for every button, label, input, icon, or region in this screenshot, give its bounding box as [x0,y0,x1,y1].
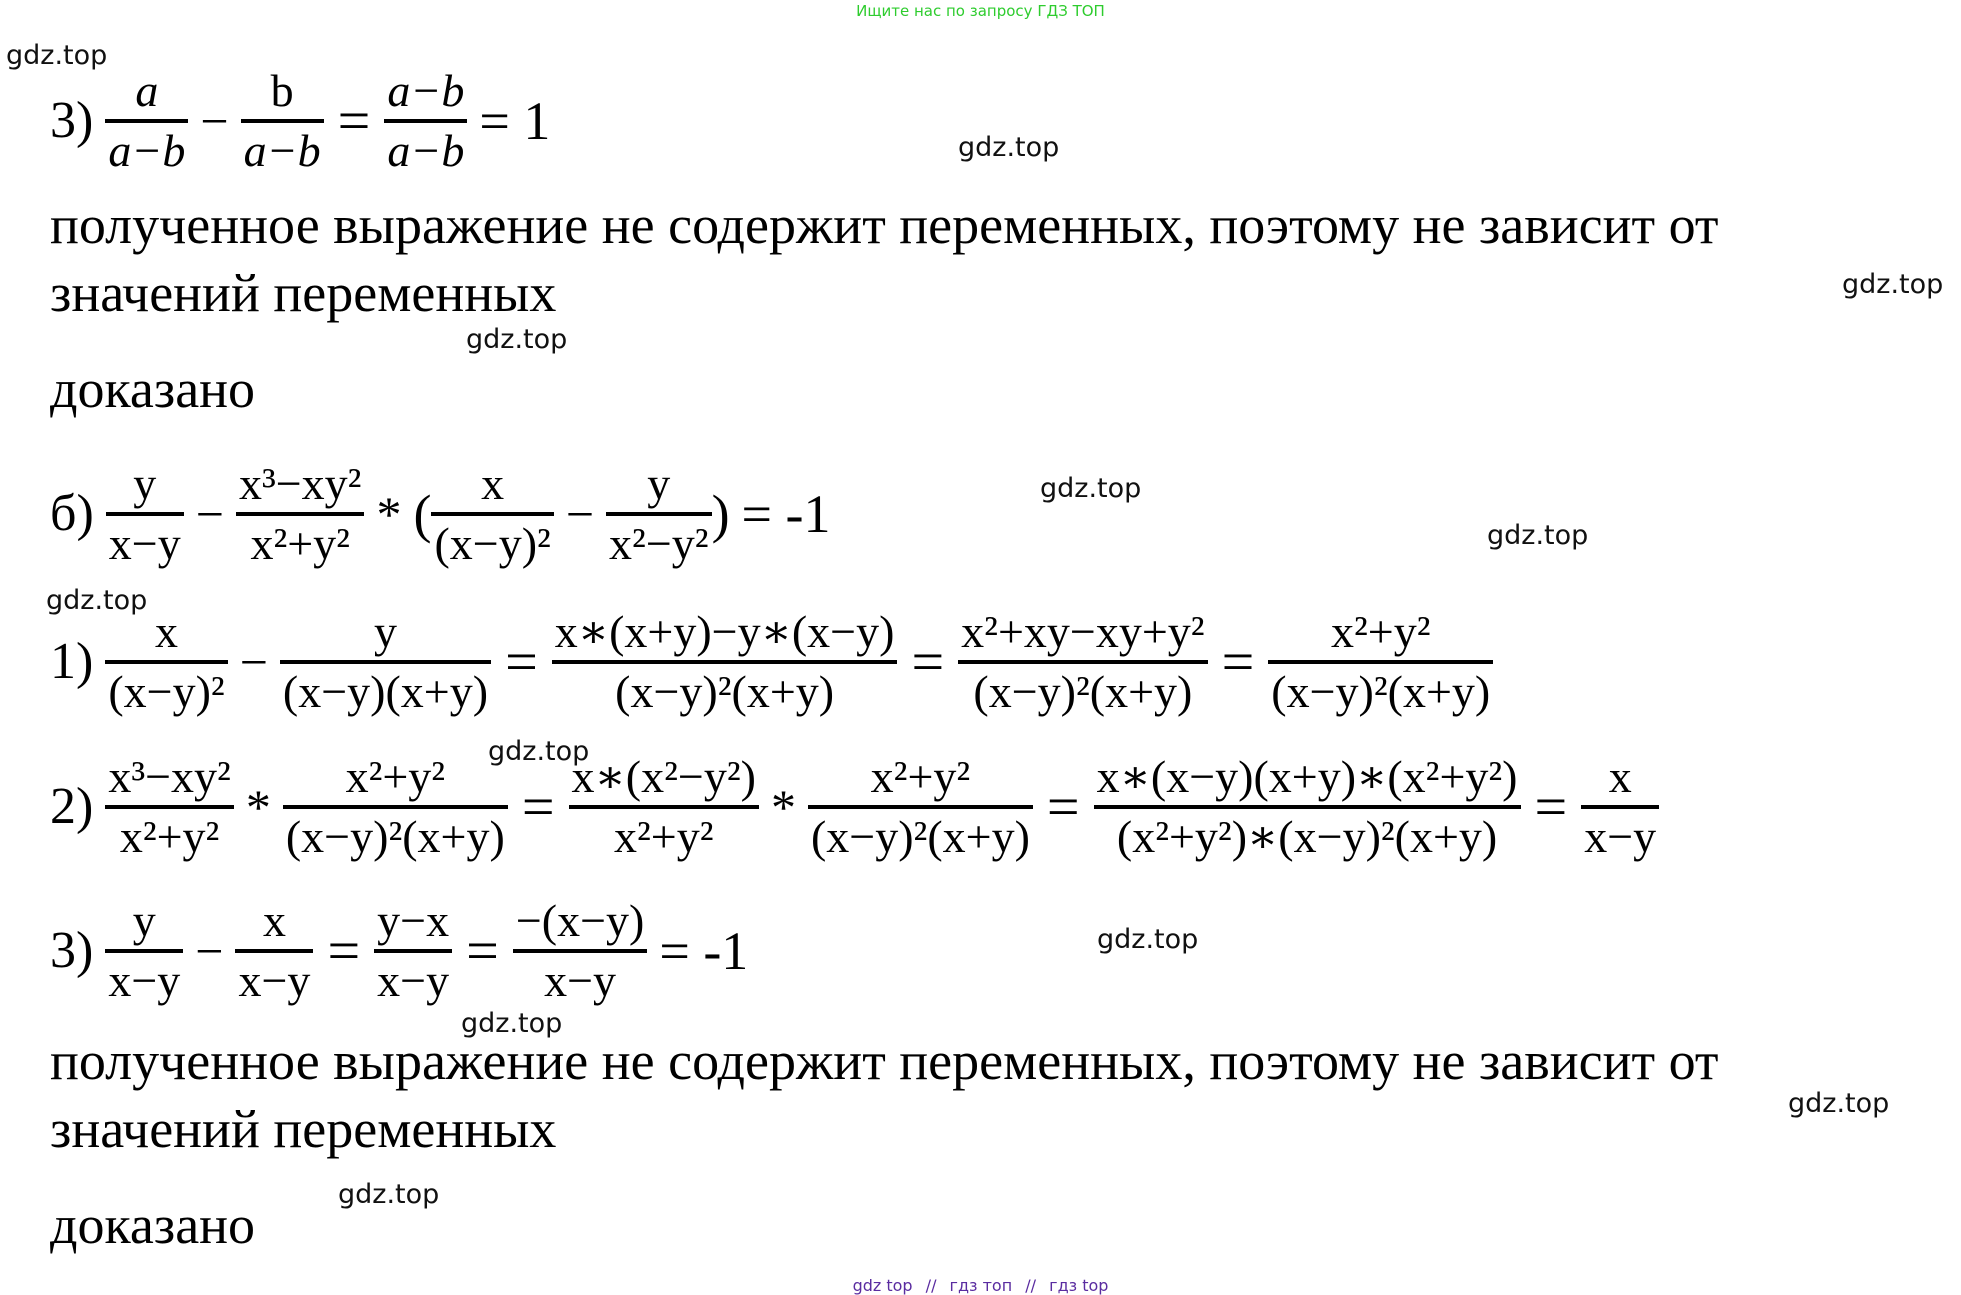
watermark: gdz.top [461,1008,563,1039]
step-label: 3) [50,921,94,979]
watermark: gdz.top [1842,269,1944,300]
denominator: (x²+y²)∗(x−y)²(x+y) [1116,810,1498,862]
minus-sign: − [200,92,229,149]
numerator: x∗(x−y)(x+y)∗(x²+y²) [1096,751,1518,802]
fraction [384,65,467,176]
equals-sign: = [521,773,555,839]
numerator: x [155,606,179,657]
fraction [235,895,313,1006]
fraction-bar [1581,805,1659,809]
left-paren: ( [413,483,432,544]
fraction [106,458,184,569]
numerator: −(x−y) [515,895,645,946]
fraction [374,895,452,1006]
fraction [1268,606,1493,717]
search-hint-link[interactable]: Ищите нас по запросу ГДЗ ТОП [856,2,1105,20]
watermark: gdz.top [958,132,1060,163]
denominator: (x−y)²(x+y) [285,810,505,862]
right-paren: ) [711,483,730,544]
multiply-sign: * [376,485,402,542]
numerator: a−b [387,65,465,116]
numerator: x²+y² [870,751,971,802]
minus-sign: − [195,485,224,542]
fraction-bar [236,512,365,516]
fraction [105,65,188,176]
denominator: (x−y)²(x+y) [973,665,1193,717]
equation-step-1 [50,606,1493,717]
numerator: x [481,458,505,509]
denominator: a−b [387,124,465,176]
equation-step-3 [50,895,760,1006]
fraction [569,751,759,862]
fraction [958,606,1207,717]
denominator: x−y [108,517,181,569]
watermark: gdz.top [338,1179,440,1210]
equals-sign: = [505,628,538,694]
denominator: x²−y² [609,517,709,569]
fraction [283,751,508,862]
fraction [105,751,234,862]
fraction [552,606,898,717]
fraction-bar [105,805,234,809]
fraction-bar [105,119,188,123]
part-label: б) [50,484,94,542]
fraction [513,895,648,1006]
fraction-bar [105,949,183,953]
conclusion-line-2: значений переменных [50,1099,557,1159]
numerator: x³−xy² [238,458,362,509]
fraction [1094,751,1521,862]
fraction-bar [283,805,508,809]
denominator: (x−y)²(x+y) [615,665,835,717]
step-label: 3) [50,91,94,149]
equals-sign: = [1221,628,1255,694]
fraction-bar [958,660,1207,664]
minus-sign: − [239,633,268,690]
fraction-bar [1094,805,1521,809]
numerator: y−x [377,895,450,946]
equals-sign: = [337,87,371,153]
denominator: x−y [108,954,181,1006]
fraction-bar [241,119,324,123]
denominator: x−y [238,954,311,1006]
result: = -1 [659,920,749,981]
numerator: x²+xy−xy+y² [961,606,1205,657]
minus-sign: − [565,485,595,542]
denominator: x²+y² [250,517,350,569]
proved-text: доказано [50,1195,256,1255]
denominator: (x−y)(x+y) [282,665,489,717]
fraction [606,458,712,569]
fraction-bar [280,660,491,664]
equation-part-b [50,458,842,569]
footer-link[interactable]: gdz top [852,1276,913,1295]
watermark: gdz.top [488,736,590,767]
fraction-bar [235,949,313,953]
fraction [105,895,183,1006]
fraction [280,606,491,717]
watermark: gdz.top [6,40,108,71]
equation-part-a-step-3 [50,65,562,176]
conclusion-line-1: полученное выражение не содержит переменных, поэтому не зависит от [50,1031,1719,1091]
conclusion-line-1: полученное выражение не содержит переменных, поэтому не зависит от [50,195,1719,255]
fraction [431,458,553,569]
numerator: x [262,895,286,946]
numerator: x²+y² [345,751,446,802]
minus-sign: − [195,922,224,979]
denominator: a−b [108,124,186,176]
fraction-bar [552,660,898,664]
result: = 1 [479,90,551,151]
watermark: gdz.top [1487,520,1589,551]
step-label: 2) [50,777,94,835]
denominator: a−b [243,124,321,176]
denominator: x²+y² [119,810,220,862]
numerator: b [270,65,294,116]
denominator: (x−y)²(x+y) [810,810,1030,862]
numerator: y [133,458,157,509]
numerator: y [132,895,156,946]
result: = -1 [741,483,831,544]
denominator: x−y [544,954,617,1006]
watermark: gdz.top [1040,473,1142,504]
fraction [105,606,227,717]
fraction-bar [431,512,553,516]
fraction-bar [384,119,467,123]
numerator: a [135,65,159,116]
fraction-bar [808,805,1033,809]
equals-sign: = [466,917,499,983]
denominator: x−y [377,954,450,1006]
watermark: gdz.top [1097,924,1199,955]
fraction-bar [513,949,648,953]
numerator: y [647,458,671,509]
equals-sign: = [1534,773,1568,839]
footer-link[interactable]: гдз top [1049,1276,1109,1295]
fraction-bar [106,512,184,516]
numerator: y [373,606,397,657]
numerator: x³−xy² [108,751,231,802]
fraction [1581,751,1659,862]
fraction [236,458,365,569]
equals-sign: = [911,628,945,694]
equation-step-2 [50,751,1659,862]
fraction-bar [1268,660,1493,664]
watermark: gdz.top [46,585,148,616]
denominator: (x−y)²(x+y) [1271,665,1491,717]
footer-link[interactable]: гдз топ [949,1276,1013,1295]
fraction-bar [606,512,712,516]
numerator: x∗(x+y)−y∗(x−y) [554,606,895,657]
footer-separator: // [1025,1276,1037,1295]
equals-sign: = [1046,773,1080,839]
fraction-bar [569,805,759,809]
fraction [241,65,324,176]
denominator: (x−y)² [108,665,225,717]
numerator: x [1608,751,1632,802]
fraction-bar [105,660,227,664]
numerator: x²+y² [1331,606,1431,657]
watermark: gdz.top [466,324,568,355]
multiply-sign: * [245,778,271,835]
equals-sign: = [327,917,361,983]
numerator: x∗(x²−y²) [571,751,756,802]
conclusion-line-2: значений переменных [50,263,557,323]
proved-text: доказано [50,359,256,419]
step-label: 1) [50,632,94,690]
multiply-sign: * [770,778,796,835]
fraction [808,751,1033,862]
denominator: x−y [1584,810,1657,862]
watermark: gdz.top [1788,1088,1890,1119]
denominator: x²+y² [613,810,714,862]
denominator: (x−y)² [434,517,551,569]
fraction-bar [374,949,452,953]
footer-separator: // [925,1276,937,1295]
